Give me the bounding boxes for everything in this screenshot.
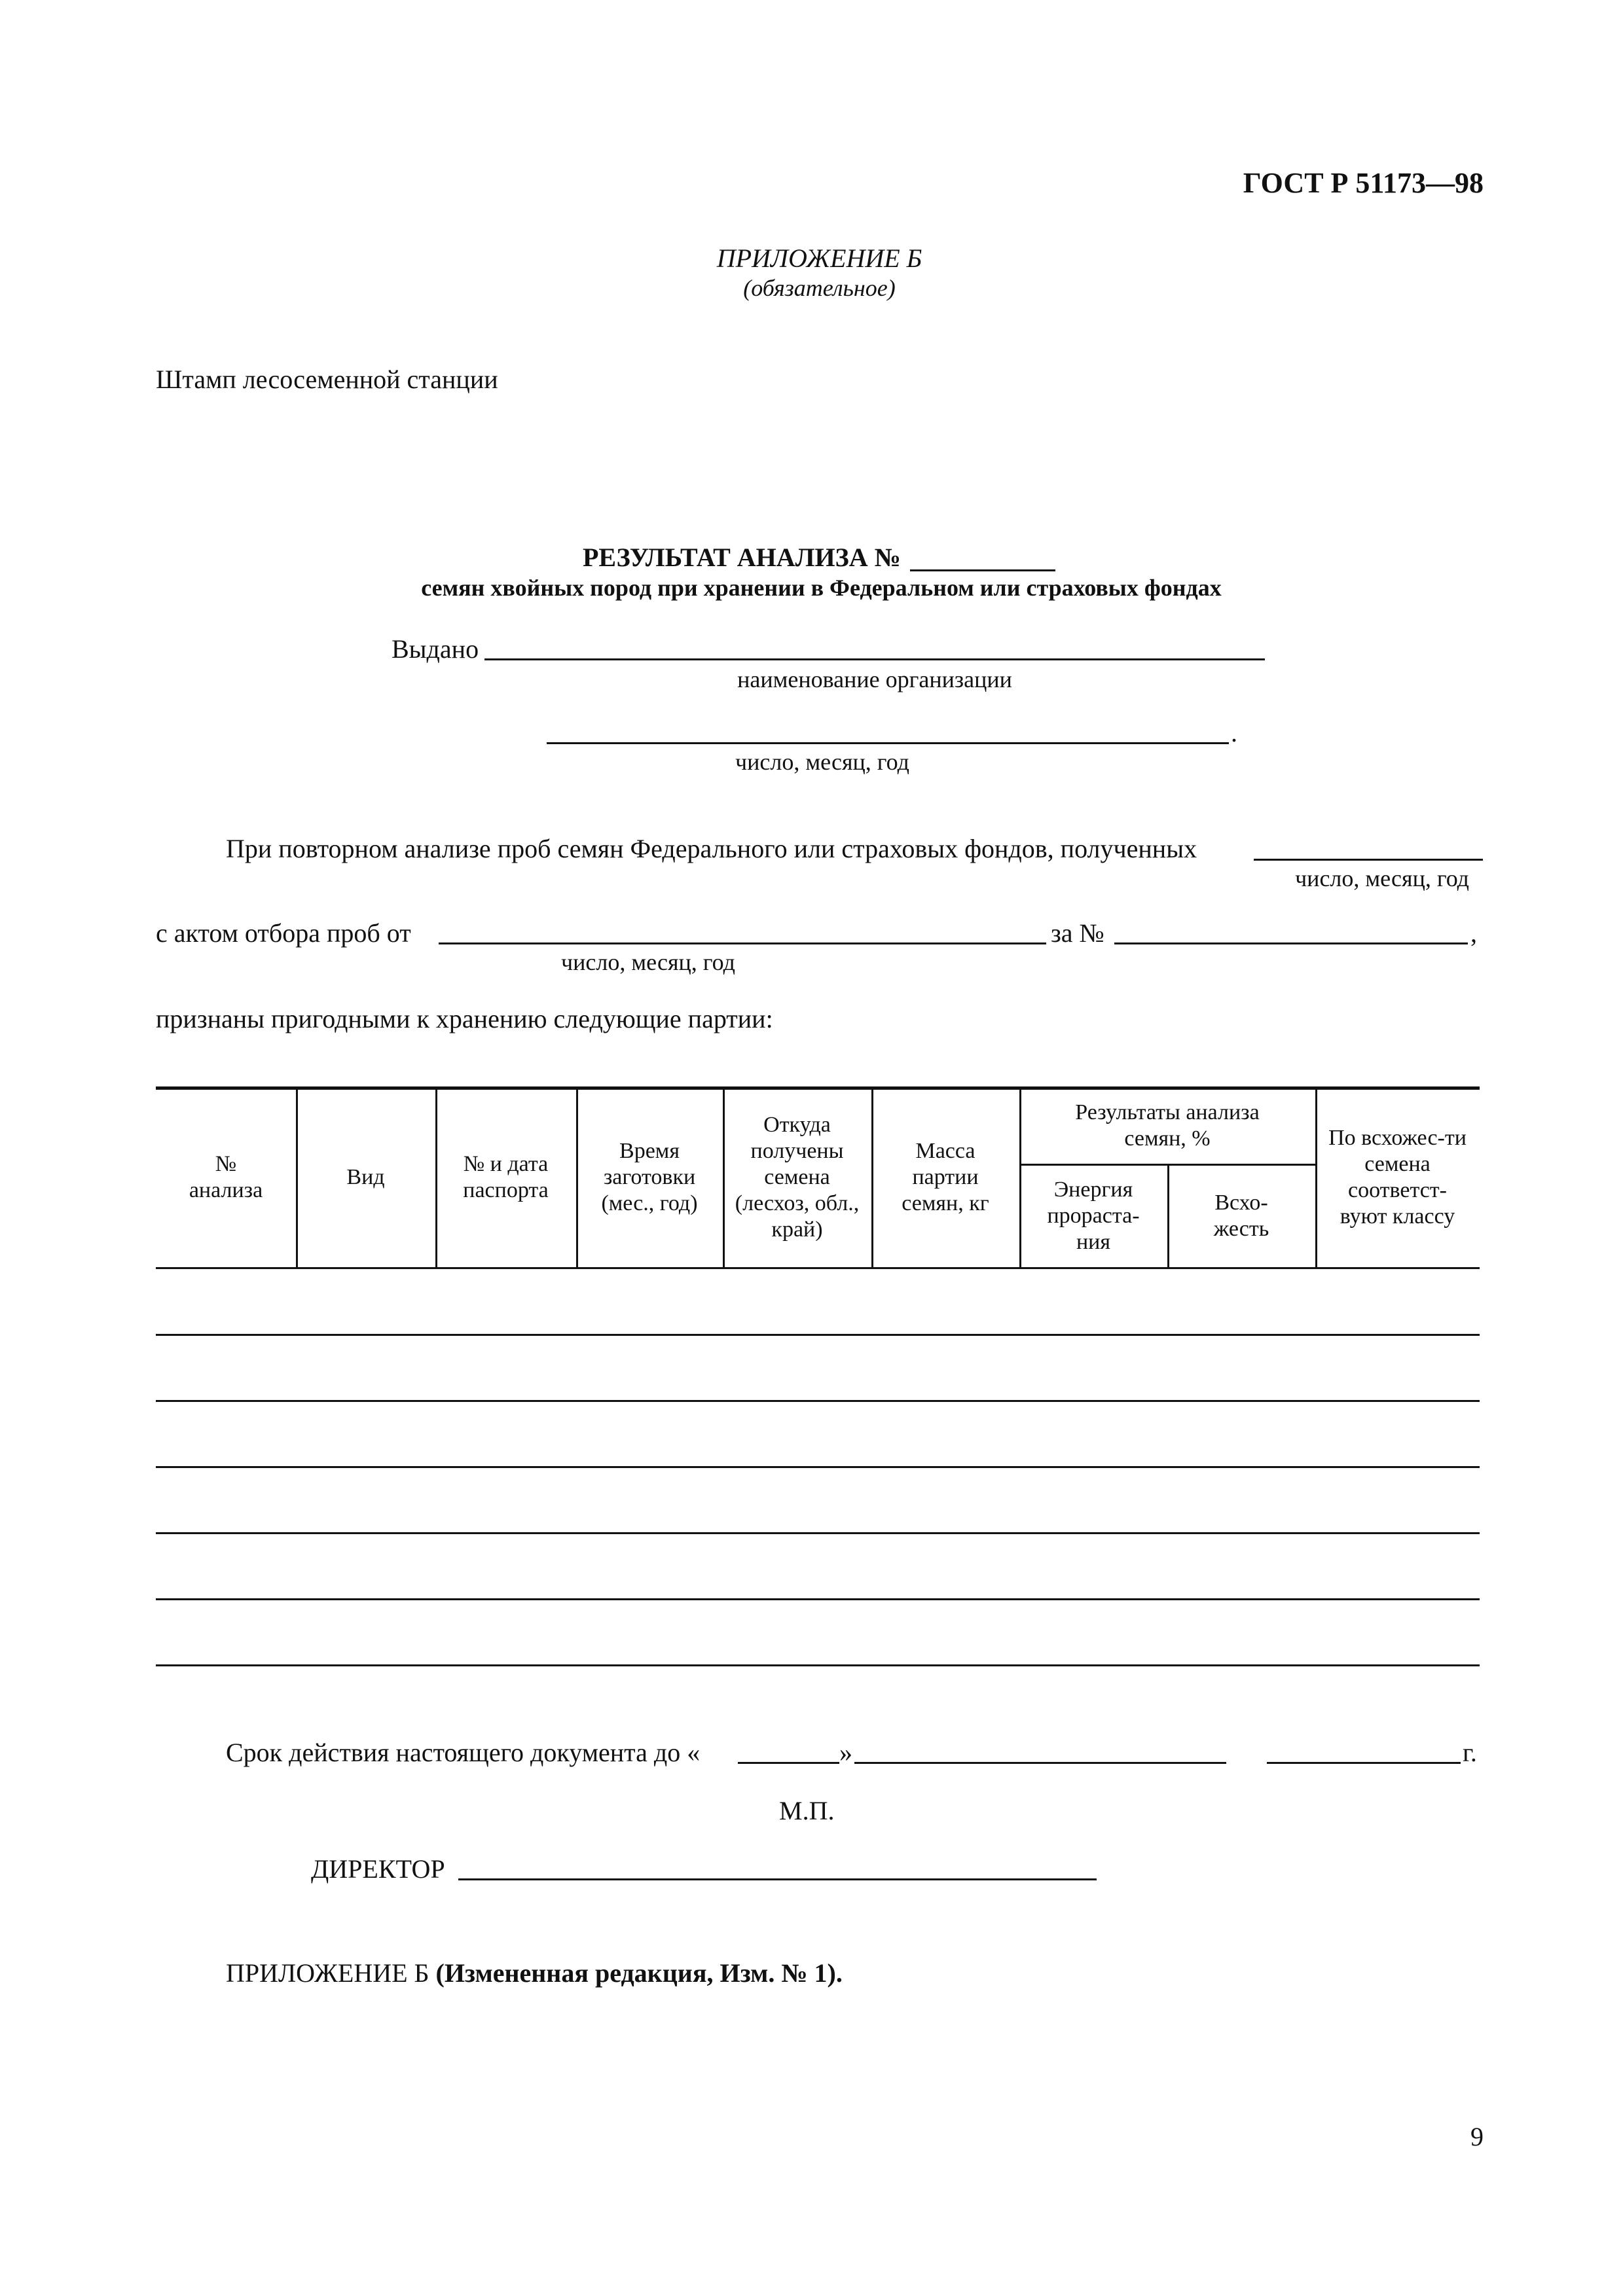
director-signature-field[interactable]: [458, 1878, 1097, 1880]
column-header: Масса партии семян, кг: [902, 1139, 989, 1215]
table-row[interactable]: [156, 1334, 1480, 1336]
column-header: Время заготовки (мес., год): [601, 1139, 698, 1215]
table-row[interactable]: [156, 1532, 1480, 1534]
received-date-field[interactable]: [1254, 859, 1483, 861]
act-date-field[interactable]: [439, 942, 1046, 944]
document-title: РЕЗУЛЬТАТ АНАЛИЗА №: [583, 543, 901, 572]
issued-date-field[interactable]: [547, 742, 1229, 744]
recognized-text: признаны пригодными к хранению следующие партии:: [156, 1004, 773, 1033]
issued-date-caption: число, месяц, год: [735, 749, 909, 775]
act-number-label: за №: [1051, 918, 1104, 948]
director-label: ДИРЕКТОР: [311, 1854, 445, 1884]
edition-bold: (Измененная редакция, Изм. № 1).: [435, 1958, 843, 1988]
received-date-caption: число, месяц, год: [1295, 865, 1469, 891]
act-number-end: ,: [1470, 918, 1477, 948]
page-number: 9: [1470, 2122, 1484, 2151]
edition-prefix: ПРИЛОЖЕНИЕ Б: [226, 1958, 436, 1988]
table-row[interactable]: [156, 1466, 1480, 1468]
validity-day-field[interactable]: [738, 1762, 839, 1764]
table-header-bottom: [156, 1267, 1480, 1269]
issued-date-end: .: [1231, 718, 1237, 747]
appendix-subtitle: (обязательное): [743, 275, 896, 301]
column-header: Вид: [346, 1165, 385, 1189]
organization-caption: наименование организации: [737, 666, 1012, 692]
issued-label: Выдано: [392, 634, 479, 664]
column-header: Всхо-жесть: [1213, 1191, 1269, 1241]
validity-close-quote: »: [839, 1738, 852, 1767]
table-row[interactable]: [156, 1664, 1480, 1666]
validity-text: Срок действия настоящего документа до «: [226, 1738, 701, 1767]
stamp-label: Штамп лесосеменной станции: [156, 365, 498, 394]
column-header: № анализа: [189, 1152, 263, 1202]
organization-field[interactable]: [484, 658, 1265, 660]
validity-month-field[interactable]: [854, 1762, 1226, 1764]
group-header: Результаты анализа семян, %: [1075, 1100, 1260, 1151]
standard-code: ГОСТ Р 51173—98: [1243, 167, 1484, 199]
act-text: с актом отбора проб от: [156, 918, 411, 948]
column-header: По всхожес-ти семена соответст-вуют классу: [1328, 1126, 1467, 1229]
act-date-caption: число, месяц, год: [561, 949, 735, 975]
validity-year-field[interactable]: [1267, 1762, 1461, 1764]
document-subtitle: семян хвойных пород при хранении в Федеральном или страховых фондах: [421, 575, 1222, 601]
appendix-title: ПРИЛОЖЕНИЕ Б: [716, 243, 922, 273]
seal-label: М.П.: [779, 1796, 835, 1825]
column-header: Энергия прораста-ния: [1047, 1177, 1140, 1254]
reanalysis-text: При повторном анализе проб семян Федерального или страховых фондов, полученных: [226, 834, 1197, 863]
year-suffix: г.: [1463, 1738, 1477, 1767]
table-row[interactable]: [156, 1400, 1480, 1402]
edition-note: [226, 1960, 843, 1986]
column-header: № и дата паспорта: [463, 1152, 549, 1202]
document-number-line[interactable]: [910, 569, 1055, 571]
table-row[interactable]: [156, 1598, 1480, 1600]
act-number-field[interactable]: [1114, 942, 1468, 944]
column-header: Откуда получены семена (лесхоз, обл., край): [735, 1113, 860, 1242]
